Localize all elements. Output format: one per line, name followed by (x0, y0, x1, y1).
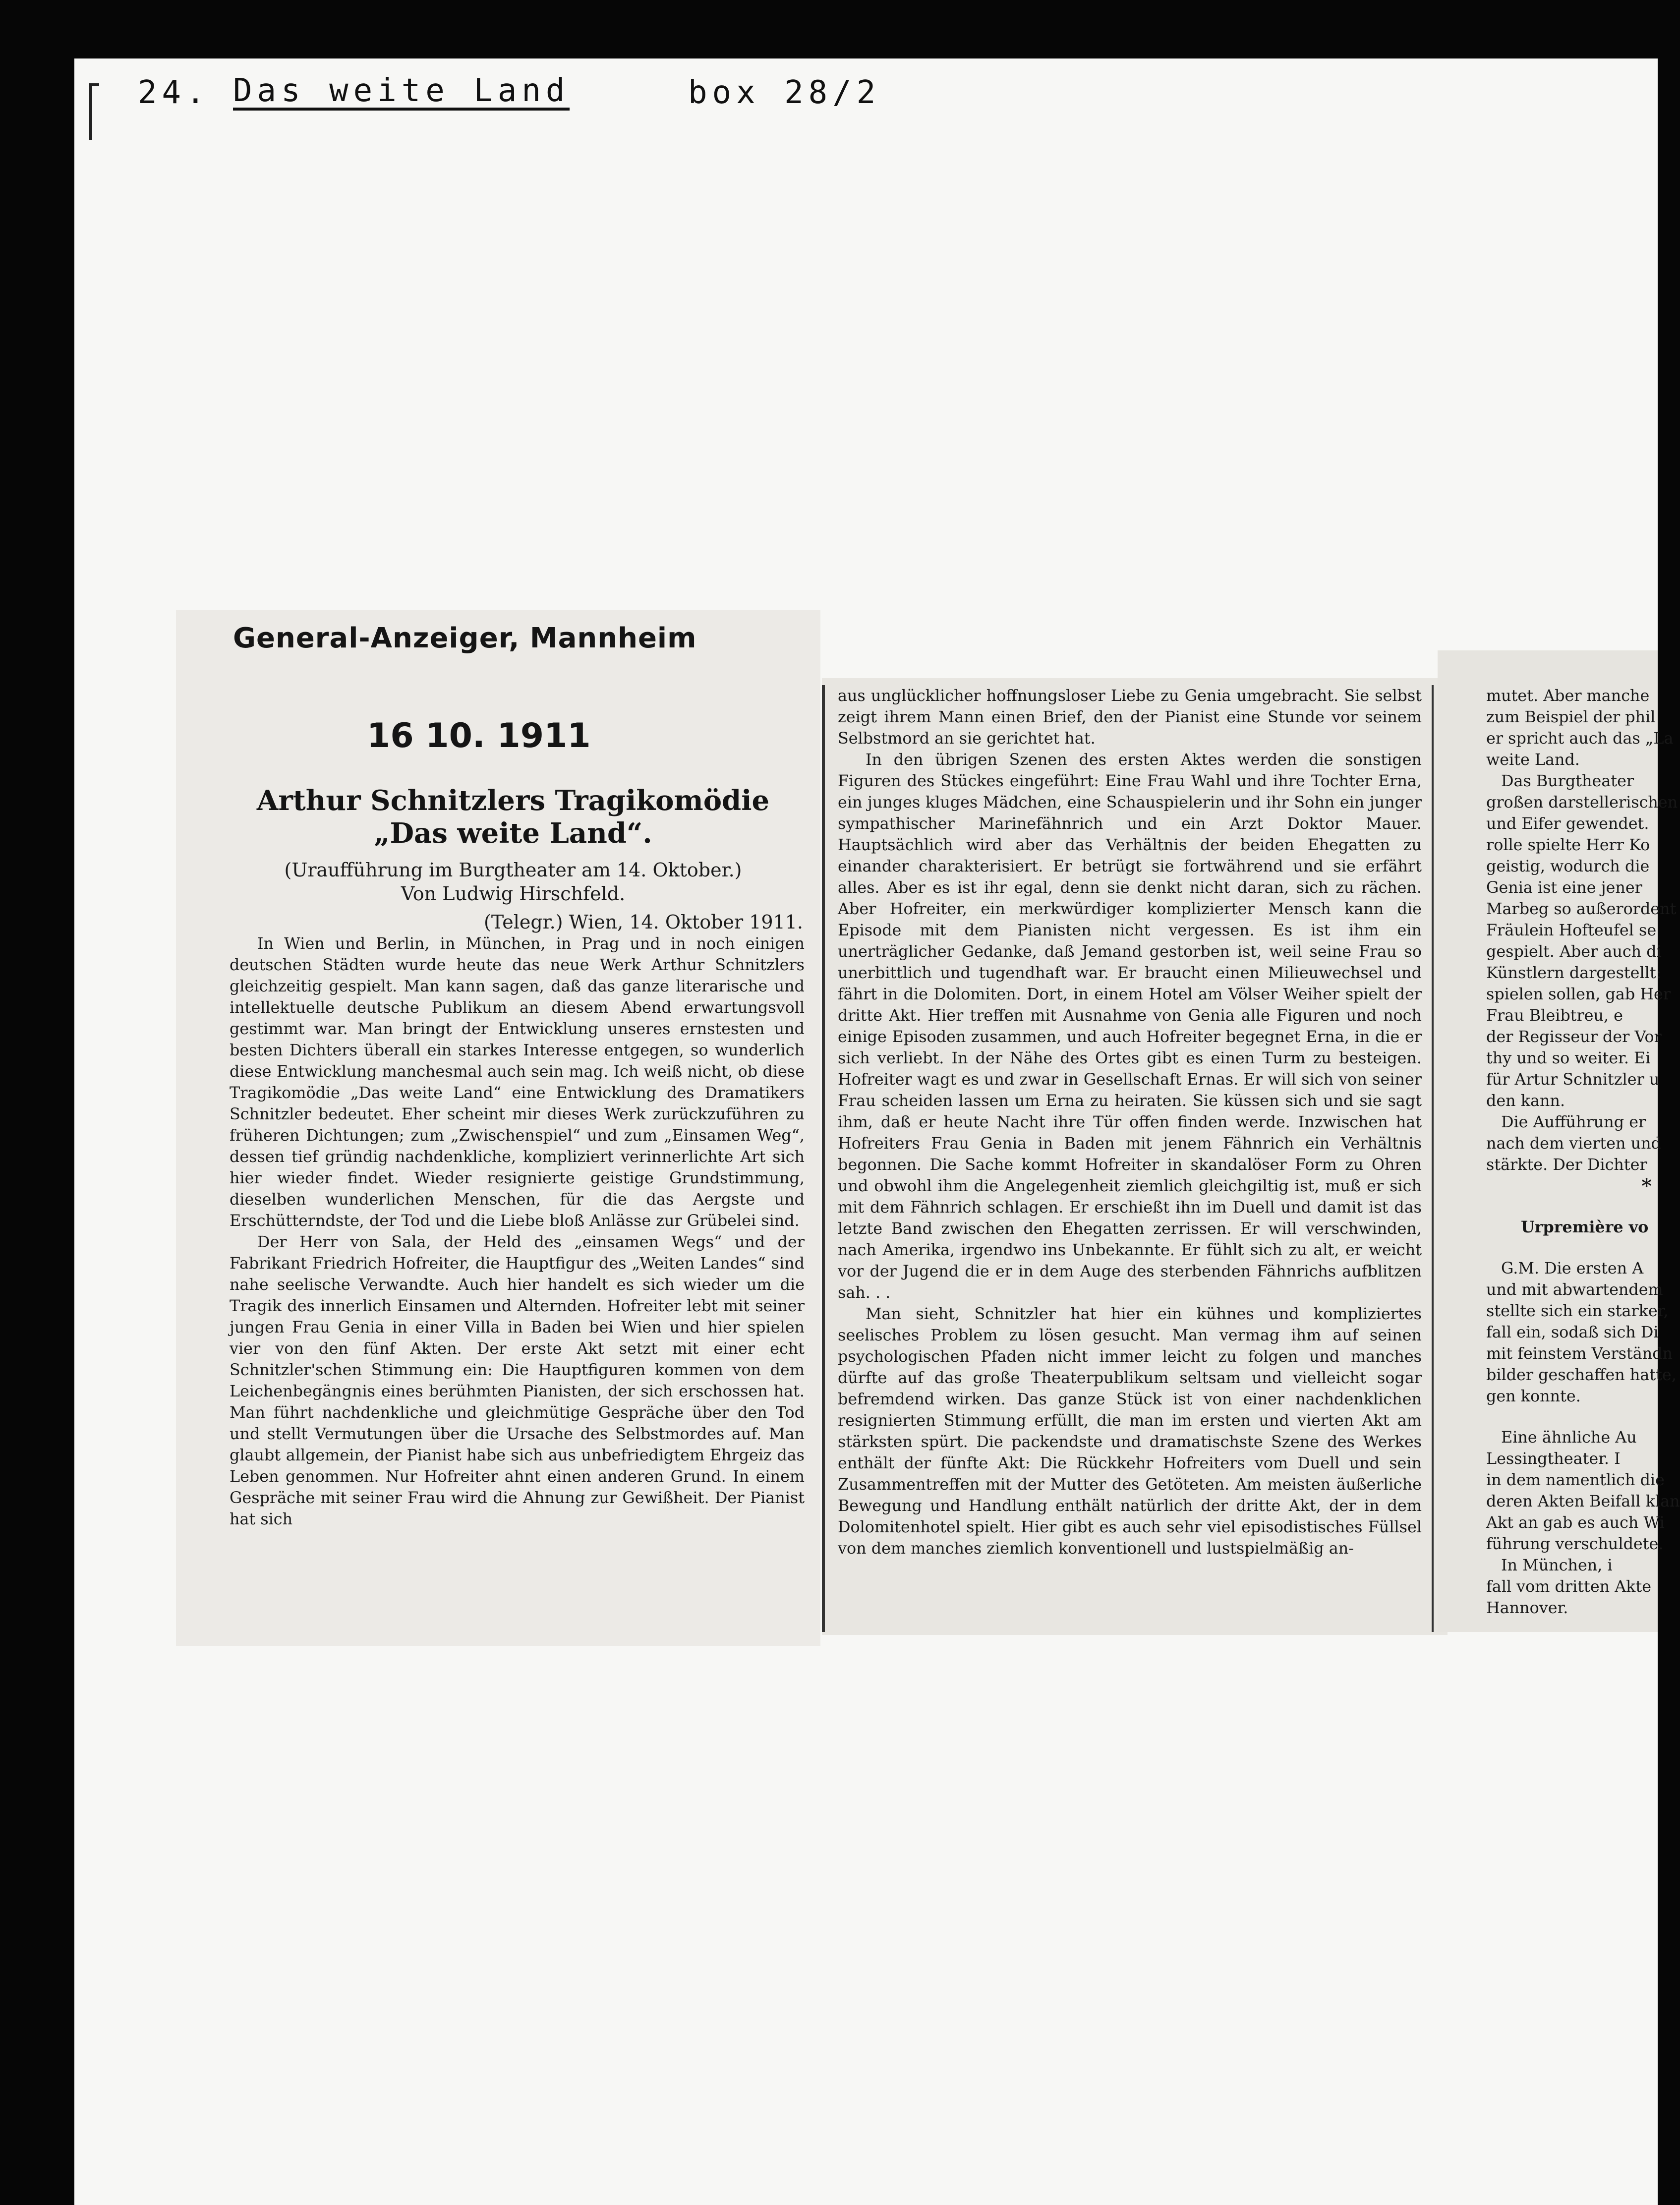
text-line: Marbeg so außerordent (1486, 900, 1677, 918)
text-line: spielen sollen, gab Her (1486, 985, 1671, 1003)
text-line: Fräulein Hofteufel se (1486, 921, 1657, 939)
text-line: der Regisseur der Vor (1486, 1028, 1662, 1046)
text-line: den kann. (1486, 1092, 1565, 1110)
paragraph: In den übrigen Szenen des ersten Aktes werden die sonstigen Figuren des Stückes eingeführt: Eine Frau Wahl und ihre Tochter Erna, ein junges kluges Mädchen, eine Schauspielerin und ihr Sohn ein junger sympathischer Marinefähnrich und ein Arzt Doktor Mauer. Hauptsächlich wird aber das Verhältnis der beiden Ehegatten zu einander charakterisiert. Er betrügt sie fortwährend und sie erfährt alles. Aber es ist ihr egal, denn sie denkt nicht daran, sich zu rächen. Aber Hofreiter, ein merkwürdiger komplizierter Mensch kann die Episode mit dem Pianisten nicht vergessen. Es ist ihm ein unerträglicher Gedanke, daß Jemand gestorben ist, weil seine Frau so unerbittlich und tugendhaft war. Er braucht einen Milieuwechsel und fährt in die Dolomiten. Dort, in einem Hotel am Völser Weiher spielt der dritte Akt. Hier treffen mit Ausnahme von Genia alle Figuren und noch einige Episoden zusammen, und auch Hofreiter begegnet Erna, in die er sich verliebt. In der Nähe des Ortes gibt es einen Turm zu besteigen. Hofreiter wagt es und zwar in Gesellschaft Ernas. Er will sich von seiner Frau scheiden lassen um Erna zu heiraten. Sie küssen sich und sie sagt ihm, daß er heute Nacht ihre Tür offen finden werde. Inzwischen hat Hofreiters Frau Genia in Baden mit jenem Fähnrich ein Verhältnis begonnen. Die Sache kommt Hofreiter in skandalöser Form zu Ohren und obwohl ihm die Angelegenheit ziemlich gleichgiltig ist, muß er sich mit dem Fähnrich schlagen. Er erschießt ihn im Duell und damit ist das letzte Band zwischen den Ehegatten zerrissen. Er will verschwinden, nach Amerika, irgendwo ins Unbekannte. Er fühlt sich zu alt, er weicht vor der Jugend die er in dem Auge des sterbenden Fähnrichs aufblitzen sah. . . (838, 751, 1422, 1302)
text-line: fall vom dritten Akte (1486, 1577, 1652, 1596)
text-line: Frau Bleibtreu, e (1486, 1006, 1623, 1025)
text-line: bilder geschaffen hatte, (1486, 1366, 1677, 1384)
text-line: großen darstellerischen (1486, 793, 1678, 812)
text-line: er spricht auch das „La (1486, 729, 1674, 748)
text-line: weite Land. (1486, 751, 1580, 769)
paragraph: aus unglücklicher hoffnungsloser Liebe zu Genia umgebracht. Sie selbst zeigt ihrem Mann einen Brief, den der Pianist eine Stunde vor seinem Selbstmord an sie gerichtet hat. (838, 687, 1422, 748)
text-line: deren Akten Beifall klan (1486, 1492, 1680, 1510)
text-line: Künstlern dargestellt: (1486, 964, 1662, 982)
paragraph: In Wien und Berlin, in München, in Prag und in noch einigen deutschen Städten wurde heute das neue Werk Arthur Schnitzlers gleichzeitig gespielt. Man kann sagen, daß das ganze literarische und intellektuelle deutsche Publikum an diesem Abend erwartungsvoll gestimmt war. Man bringt der Entwicklung unseres ernstesten und besten Dichters überall ein starkes Interesse entgegen, so wunderlich diese Entwicklung manchesmal auch sein mag. Ich weiß nicht, ob diese Tragikomödie „Das weite Land“ eine Entwicklung des Dramatikers Schnitzler bedeutet. Eher scheint mir dieses Werk zurückzuführen zu früheren Dichtungen; zum „Zwischenspiel“ und zum „Einsamen Weg“, dessen tief gründig nachdenkliche, kompliziert verinnerlichte Art sich hier wieder findet. Wieder resignierte geistige Grundstimmung, dieselben wunderlichen Menschen, für die das Aergste und Erschütterndste, der Tod und die Liebe bloß Anlässe zur Grübelei sind. (230, 934, 805, 1230)
paragraph: Der Herr von Sala, der Held des „einsamen Wegs“ und der Fabrikant Friedrich Hofreiter, die Hauptfigur des „Weiten Landes“ sind nahe seelische Verwandte. Auch hier handelt es sich wieder um die Tragik des innerlich Einsamen und Alternden. Hofreiter lebt mit seiner jungen Frau Genia in einer Villa in Baden bei Wien und hier spielen vier von den fünf Akten. Der erste Akt setzt mit einer echt Schnitzler'schen Stimmung ein: Die Hauptfiguren kommen von dem Leichenbegängnis eines berühmten Pianisten, der sich erschossen hat. Man führt nachdenkliche und gleichmütige Gespräche über den Tod und stellt Vermutungen über die Ursache des Selbstmordes auf. Man glaubt allgemein, der Pianist habe sich aus unbefriedigtem Ehrgeiz das Leben genommen. Nur Hofreiter ahnt einen anderen Grund. In einem Gespräche mit seiner Frau wird die Ahnung zur Gewißheit. Der Pianist hat sich (230, 1233, 805, 1528)
text-line: geistig, wodurch die (1486, 857, 1650, 875)
text-line: mit feinstem Verständn (1486, 1344, 1673, 1363)
text-line: in dem namentlich die (1486, 1471, 1665, 1489)
text-line: stellte sich ein starker, (1486, 1302, 1669, 1320)
text-line: Das Burgtheater (1501, 772, 1634, 790)
text-line: Hannover. (1486, 1599, 1568, 1617)
text-line: Akt an gab es auch Wi (1486, 1513, 1665, 1532)
text-line: Eine ähnliche Au (1501, 1428, 1637, 1447)
text-line: Die Aufführung er (1501, 1113, 1646, 1131)
text-line: thy und so weiter. Ei (1486, 1049, 1651, 1067)
paragraph: Man sieht, Schnitzler hat hier ein kühnes und kompliziertes seelisches Problem zu lösen gesucht. Man vermag ihm auf seinen psychologischen Pfaden nicht immer leicht zu folgen und manches dürfte auf das große Theaterpublikum seltsam und vielleicht sogar befremdend wirken. Das ganze Stück ist von einer nachdenklichen resignierten Stimmung erfüllt, die man im ersten und vierten Akt am stärksten spürt. Die packendste und dramatischste Szene des Werkes enthält der fünfte Akt: Die Rückkehr Hofreiters vom Duell und sein Zusammentreffen mit der Mutter des Getöteten. Am meisten äußerliche Bewegung und Handlung enthält natürlich der dritte Akt, der in dem Dolomitenhotel spielt. Hier gibt es auch sehr viel episodistisches Füllsel von dem manches ziemlich konventionell und lustspielmäßig an- (838, 1305, 1422, 1558)
clipping-date-stamp: 16 10. 1911 (367, 716, 591, 755)
article-headline: Arthur Schnitzlers Tragikomödie „Das weite Land“. (256, 784, 770, 850)
text-line: und Eifer gewendet. (1486, 814, 1649, 833)
folder-title: Das weite Land (233, 74, 570, 111)
text-line: und mit abwartendem (1486, 1280, 1663, 1299)
text-line: gespielt. Aber auch di (1486, 942, 1662, 961)
text-line: Genia ist eine jener (1486, 878, 1642, 897)
text-line: fall ein, sodaß sich Di (1486, 1323, 1659, 1341)
premiere-note: (Uraufführung im Burgtheater am 14. Oktober.) (284, 859, 742, 881)
text-line: gen konnte. (1486, 1387, 1581, 1405)
box-number: box 28/2 (688, 74, 881, 111)
article-dateline: (Telegr.) Wien, 14. Oktober 1911. (484, 911, 803, 933)
text-line: nach dem vierten und (1486, 1134, 1661, 1153)
corner-bracket-mark (89, 83, 99, 140)
section-heading: Urpremière vo (1521, 1218, 1649, 1236)
text-line: führung verschuldete. (1486, 1535, 1664, 1553)
article-column-2 (838, 685, 1422, 1559)
clipping-edge-line (822, 685, 825, 1632)
folder-number: 24. (138, 74, 210, 111)
text-line: Lessingtheater. I (1486, 1450, 1621, 1468)
text-line: für Artur Schnitzler u (1486, 1070, 1660, 1089)
newspaper-source: General-Anzeiger, Mannheim (233, 622, 697, 654)
text-line: In München, i (1501, 1556, 1613, 1574)
article-byline: Von Ludwig Hirschfeld. (401, 883, 626, 905)
text-line: G.M. Die ersten A (1501, 1259, 1644, 1277)
text-line: mutet. Aber manche (1486, 687, 1650, 705)
article-column-1 (230, 933, 805, 1530)
section-star: * (1641, 1174, 1652, 1198)
text-line: zum Beispiel der phil (1486, 708, 1656, 726)
text-line: rolle spielte Herr Ko (1486, 836, 1650, 854)
article-column-3-cut (1486, 685, 1680, 1619)
column-rule (1432, 685, 1434, 1632)
text-line: stärkte. Der Dichter (1486, 1156, 1647, 1174)
